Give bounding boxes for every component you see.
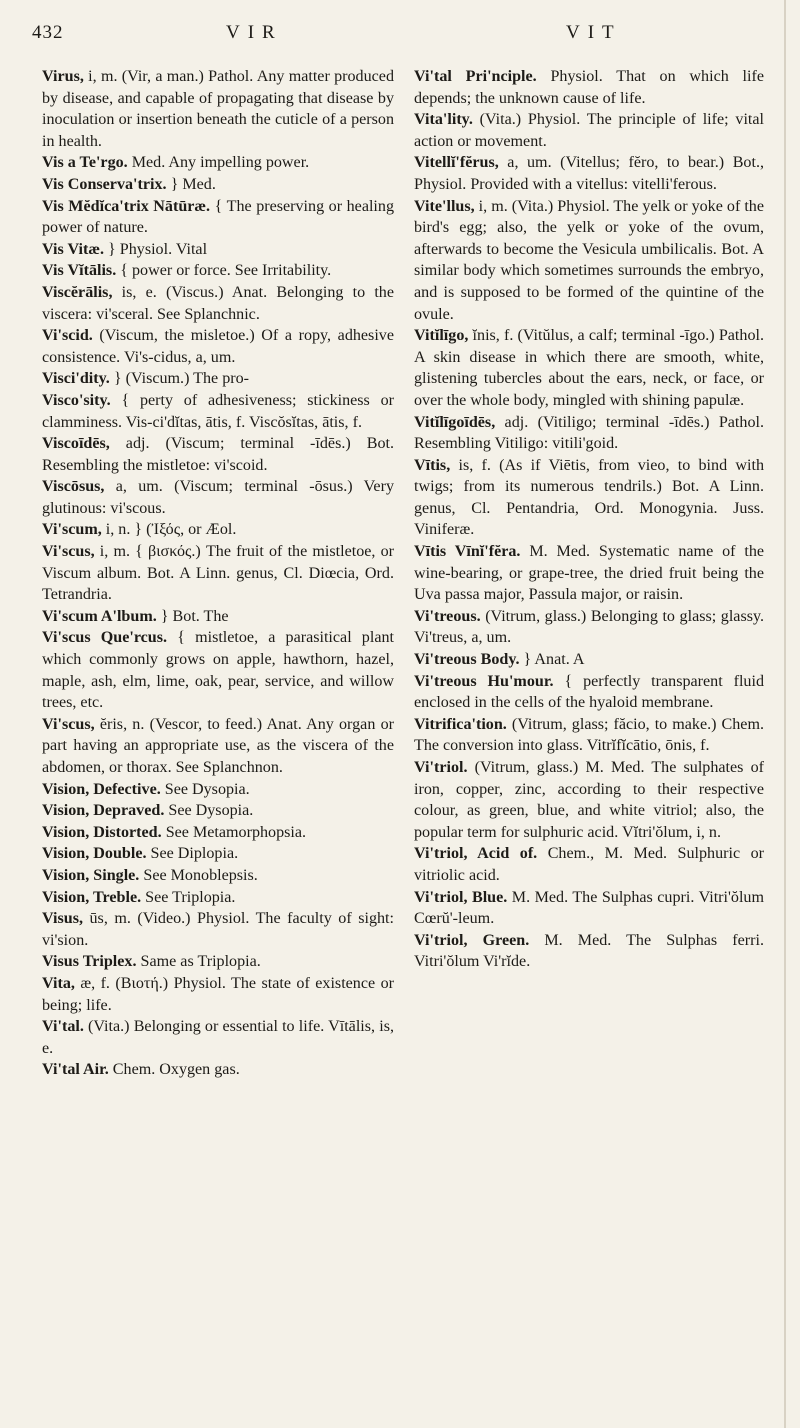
entry-headword: Vi'triol, Green. [414,931,530,949]
entry-definition: { perfectly transparent fluid enclosed in the cells of the hyaloid membrane. [414,672,764,712]
entry-definition: a, um. (Vitellus; fĕro, to bear.) Bot., Physiol. Provided with a vitellus: vitelli'ferous. [414,154,764,193]
dictionary-entry [42,800,394,822]
dictionary-entry [414,843,764,886]
dictionary-entry [42,390,394,433]
entry-headword: Vis Vĭtālis. [42,262,117,280]
entry-definition: See Dysopia. [164,802,254,820]
entry-definition: (Vita.) Physiol. The principle of life; vital action or movement. [414,111,764,150]
dictionary-entry [42,714,394,779]
entry-headword: Vite'llus, [414,197,475,215]
entry-headword: Vitĭlīgoīdēs, [414,413,496,431]
entry-definition: See Diplopia. [146,845,239,863]
entry-definition: i, m. (Vita.) Physiol. The yelk or yoke of the bird's egg; also, the yelk or yoke of the ovum, afterwards to become the Vesicula umbilicalis. Bot. A similar body which sometimes surrounds the embryo, and is supposed to be formed of the quintine of the ovule. [414,197,764,323]
dictionary-entry [42,779,394,801]
entry-definition: a, um. (Viscum; terminal -ōsus.) Very glutinous: vi'scous. [42,478,394,517]
dictionary-entry [42,66,394,152]
dictionary-entry [42,843,394,865]
entry-definition: } Bot. The [156,607,229,625]
dictionary-entry [42,1059,394,1081]
dictionary-entry [42,606,394,628]
dictionary-entry [414,671,764,714]
entry-headword: Vi'scus Que'rcus. [42,629,168,647]
dictionary-entry [414,412,764,455]
entry-headword: Vis Conserva'trix. [42,175,167,193]
dictionary-entry [42,887,394,909]
entry-headword: Vitĭlīgo, [414,327,469,345]
entry-headword: Virus, [42,68,84,85]
dictionary-entry [414,714,764,757]
entry-definition: } Anat. A [519,651,585,669]
entry-headword: Vision, Treble. [42,888,142,906]
entry-headword: Vi'treous Body. [414,651,520,669]
entry-definition: Same as Triplopia. [136,953,261,971]
entry-definition: (Vitrum, glass; făcio, to make.) Chem. The conversion into glass. Vitrĭfĭcātio, ōnis, f. [414,715,764,755]
entry-headword: Vis Mĕdĭca'trix Nātūræ. [42,197,211,215]
dictionary-entry [42,174,394,196]
dictionary-entry [414,325,764,411]
entry-definition: ūs, m. (Video.) Physiol. The faculty of sight: vi'sion. [42,910,394,949]
entry-headword: Vitellĭ'fĕrus, [414,154,499,172]
entry-definition: adj. (Vitiligo; terminal -īdēs.) Pathol. Resembling Vitiligo: vitili'goid. [414,413,764,453]
entry-headword: Vision, Single. [42,866,140,884]
dictionary-entry [42,433,394,476]
dictionary-entry [42,908,394,951]
entry-definition: Chem. Oxygen gas. [108,1061,240,1079]
entry-headword: Vision, Distorted. [42,823,162,841]
entry-definition: i, n. } (Ἰξός, or Æol. [101,521,237,539]
entry-definition: Med. Any impelling power. [127,154,310,172]
dictionary-entry [414,66,764,109]
entry-headword: Vision, Depraved. [42,802,165,820]
entry-headword: Visco'sity. [42,391,111,409]
entry-definition: M. Med. The Sulphas ferri. Vitri'ŏlum Vi'rĭde. [414,931,764,971]
page-header [0,14,800,54]
dictionary-entry [414,757,764,843]
entry-headword: Vi'scum A'lbum. [42,607,157,625]
entry-headword: Vi'scus, [42,543,95,561]
entry-definition: See Monoblepsis. [139,866,258,884]
entry-headword: Vītis, [414,456,451,474]
entry-headword: Vi'triol. [414,759,468,776]
entry-definition: See Triplopia. [141,888,236,906]
entry-definition: { power or force. See Irritability. [116,262,332,280]
entry-headword: Viscoīdēs, [42,435,110,453]
dictionary-entry [414,152,764,195]
entry-definition: M. Med. The Sulphas cupri. Vitri'ŏlum Cœrŭ'-leum. [414,888,764,928]
entry-headword: Vita'lity. [414,111,473,129]
running-head-left: VIR [226,22,283,43]
entry-headword: Visus, [42,910,83,928]
dictionary-entry [42,476,394,519]
running-head-right: VIT [566,22,622,43]
entry-definition: (Vitrum, glass.) M. Med. The sulphates of iron, copper, zinc, according to their respective colour, as green, blue, and white vitriol; also, the popular term for sulphuric acid. Vĭtri'ŏlum, i, n. [414,759,764,841]
entry-headword: Vi'triol, Blue. [414,888,508,906]
entry-headword: Vis a Te'rgo. [42,154,128,172]
dictionary-entry [42,865,394,887]
entry-definition: { perty of adhesiveness; stickiness or clamminess. Vis-ci'dĭtas, ātis, f. Viscŏsĭtas, ātis, f. [42,391,394,431]
entry-definition: ĭnis, f. (Vitŭlus, a calf; terminal -īgo.) Pathol. A skin disease in which there are smooth, white, glistening tubercles about the ears, neck, or face, or over the whole body, mingled with shining papulæ. [414,327,764,409]
dictionary-entry [414,541,764,606]
entry-headword: Vita, [42,974,75,992]
entry-definition: (Vita.) Belonging or essential to life. Vītālis, is, e. [42,1018,394,1057]
entry-definition: (Viscum, the misletoe.) Of a ropy, adhesive consistence. Vi's-cidus, a, um. [42,327,394,366]
dictionary-entry [42,260,394,282]
dictionary-entry [42,368,394,390]
dictionary-entry [42,541,394,606]
dictionary-entry [42,822,394,844]
entry-definition: adj. (Viscum; terminal -īdēs.) Bot. Resembling the mistletoe: vi'scoid. [42,435,394,474]
page-number: 432 [32,22,64,43]
dictionary-entry [42,973,394,1016]
dictionary-entry [42,951,394,973]
entry-headword: Vi'triol, Acid of. [414,845,538,863]
entry-definition: } Physiol. Vital [104,240,208,258]
page-edge-rule [784,0,786,1428]
entry-headword: Vi'treous. [414,607,481,625]
entry-headword: Vi'scid. [42,327,93,345]
entry-definition: See Dysopia. [160,780,250,798]
entry-definition: See Metamorphopsia. [161,823,307,841]
entry-headword: Vis Vitæ. [42,240,104,258]
entry-definition: Physiol. That on which life depends; the unknown cause of life. [414,68,764,107]
entry-definition: } Med. [166,175,216,193]
entry-headword: Vi'tal. [42,1018,84,1036]
right-column [414,66,764,973]
dictionary-entry [42,152,394,174]
entry-definition: i, m. { βισκός.) The fruit of the mistletoe, or Viscum album. Bot. A Linn. genus, Cl. Diœcia, Ord. Tetrandria. [42,543,394,604]
dictionary-entry [414,649,764,671]
entry-definition: is, e. (Viscus.) Anat. Belonging to the viscera: vi'sceral. See Splanchnic. [42,283,394,323]
entry-headword: Vi'scus, [42,715,95,733]
entry-headword: Vītis Vīnĭ'fĕra. [414,543,521,561]
entry-headword: Vi'tal Pri'nciple. [414,68,537,85]
dictionary-entry [42,239,394,261]
entry-headword: Vision, Double. [42,845,147,863]
dictionary-entry [414,196,764,326]
dictionary-entry [42,196,394,239]
dictionary-entry [414,930,764,973]
entry-definition: æ, f. (Βιοτή.) Physiol. The state of existence or being; life. [42,974,394,1014]
entry-headword: Vision, Defective. [42,780,161,798]
entry-headword: Vi'tal Air. [42,1061,109,1079]
entry-headword: Visus Triplex. [42,953,137,971]
entry-headword: Viscĕrālis, [42,283,113,301]
dictionary-entry [42,519,394,541]
entry-headword: Vi'scum, [42,521,102,539]
entry-headword: Viscōsus, [42,478,105,496]
entry-definition: (Vitrum, glass.) Belonging to glass; glassy. Vi'treus, a, um. [414,607,764,647]
entry-definition: M. Med. Systematic name of the wine-bearing, or grape-tree, the dried fruit being the Uva passa major, Passula major, or raisin. [414,543,765,604]
dictionary-entry [414,887,764,930]
dictionary-entry [414,455,764,541]
entry-definition: Chem., M. Med. Sulphuric or vitriolic acid. [414,845,764,884]
entry-definition: { The preserving or healing power of nature. [42,197,394,237]
dictionary-entry [42,627,394,713]
entry-definition: ĕris, n. (Vescor, to feed.) Anat. Any organ or part having an appropriate use, as the viscera of the abdomen, or thorax. See Splanchnon. [42,715,394,776]
left-column [42,66,394,1081]
dictionary-entry [42,282,394,325]
dictionary-entry [414,109,764,152]
entry-headword: Vi'treous Hu'mour. [414,672,554,690]
entry-definition: } (Viscum.) The pro- [109,370,250,388]
dictionary-entry [42,1016,394,1059]
entry-definition: { mistletoe, a parasitical plant which commonly grows on apple, hawthorn, hazel, maple, ash, elm, lime, oak, pear, service, and willow trees, etc. [42,629,394,712]
dictionary-entry [42,325,394,368]
entry-headword: Vitrifica'tion. [414,715,507,733]
entry-headword: Visci'dity. [42,370,110,388]
entry-definition: i, m. (Vir, a man.) Pathol. Any matter produced by disease, and capable of propagating that disease by inoculation or insertion beneath the cuticle of a person in health. [42,68,394,150]
entry-definition: is, f. (As if Viētis, from vieo, to bind with twigs; from its numerous tendrils.) Bot. A Linn. genus, Cl. Pentandria, Ord. Monogynia. Juss. Viniferæ. [414,456,764,539]
dictionary-entry [414,606,764,649]
